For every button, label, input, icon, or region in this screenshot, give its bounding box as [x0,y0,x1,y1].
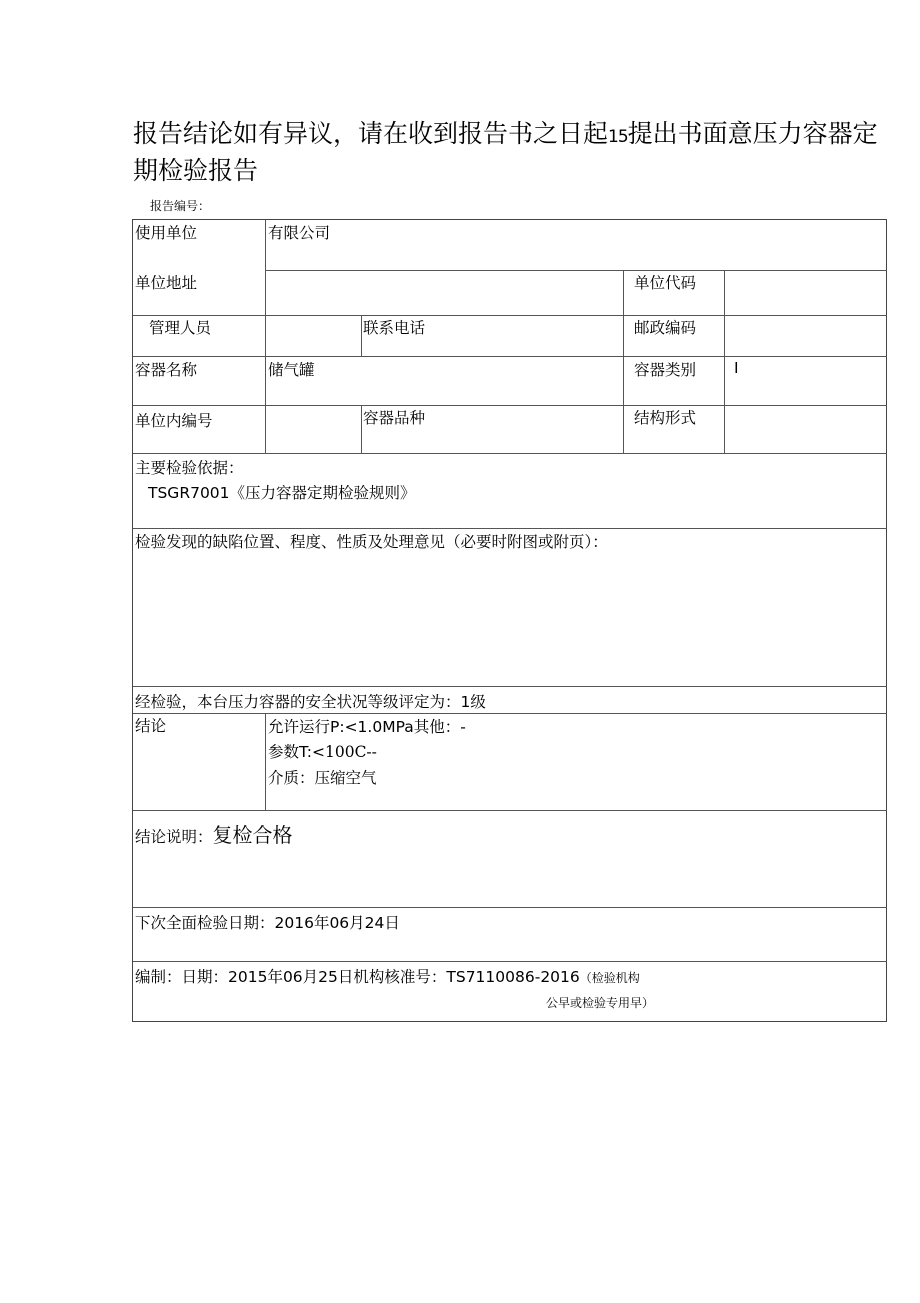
conclusion-line1: 允许运行P:<1.0MPa其他：- [268,718,466,736]
footer-seal-part1: （检验机构 [579,971,640,985]
col-divider [265,713,266,810]
row-divider [266,270,887,271]
col-divider [623,270,624,453]
manager-label: 管理人员 [149,319,212,337]
col-divider [361,315,362,356]
row-divider [133,686,887,687]
user-unit-label: 使用单位 [135,224,198,242]
row-divider [133,453,887,454]
report-title [133,117,893,187]
row-divider [133,356,887,357]
vessel-name-label: 容器名称 [135,361,198,379]
col-divider [265,220,266,453]
row-divider [133,405,887,406]
next-inspection-date: 下次全面检验日期：2016年06月24日 [135,914,400,932]
row-divider [133,713,887,714]
conclusion-line2-value: 100C-- [324,743,377,761]
basis-label: 主要检验依据： [135,459,244,477]
vessel-class-value: I [734,359,739,377]
col-divider [361,405,362,453]
unit-code-label: 单位代码 [634,274,697,292]
footer-line [135,967,640,988]
vessel-name-value: 储气罐 [268,361,315,379]
explanation-row [135,825,293,847]
conclusion-line2-prefix: 参数T:< [268,743,325,761]
basis-value: TSGR7001《压力容器定期检验规则》 [148,484,416,502]
internal-number-label: 单位内编号 [135,412,213,430]
inspection-form [132,219,887,1022]
footer-main: 编制：日期：2015年06月25日机构核准号：TS7110086-2016 [135,968,580,986]
title-part1: 报告结论如有异议，请在收到报告书之日起 [133,119,609,148]
explanation-value: 复检合格 [212,823,293,847]
structure-form-label: 结构形式 [634,409,697,427]
vessel-class-label: 容器类别 [634,361,697,379]
vessel-variety-label: 容器品种 [363,409,426,427]
footer-seal-part2: 公早或检验专用早） [546,996,655,1010]
row-divider [133,907,887,908]
explanation-label: 结论说明： [135,828,213,846]
title-part2: 提出书面意压力容器定期检验报告 [133,119,878,185]
row-divider [133,528,887,529]
title-number: 15 [608,127,628,147]
conclusion-line2 [268,742,377,762]
row-divider [133,961,887,962]
user-unit-value: 有限公司 [268,224,331,242]
row-divider [133,810,887,811]
conclusion-line3: 介质：压缩空气 [268,769,377,787]
phone-label: 联系电话 [363,319,426,337]
col-divider [724,270,725,453]
safety-grade-text: 经检验，本台压力容器的安全状况等级评定为：1级 [135,693,486,711]
defects-label: 检验发现的缺陷位置、程度、性质及处理意见（必要时附图或附页）： [135,533,608,551]
report-number-label: 报告编号： [150,199,211,213]
postal-code-label: 邮政编码 [634,319,697,337]
row-divider [133,315,887,316]
unit-address-label: 单位地址 [135,274,198,292]
conclusion-label: 结论 [135,717,167,735]
